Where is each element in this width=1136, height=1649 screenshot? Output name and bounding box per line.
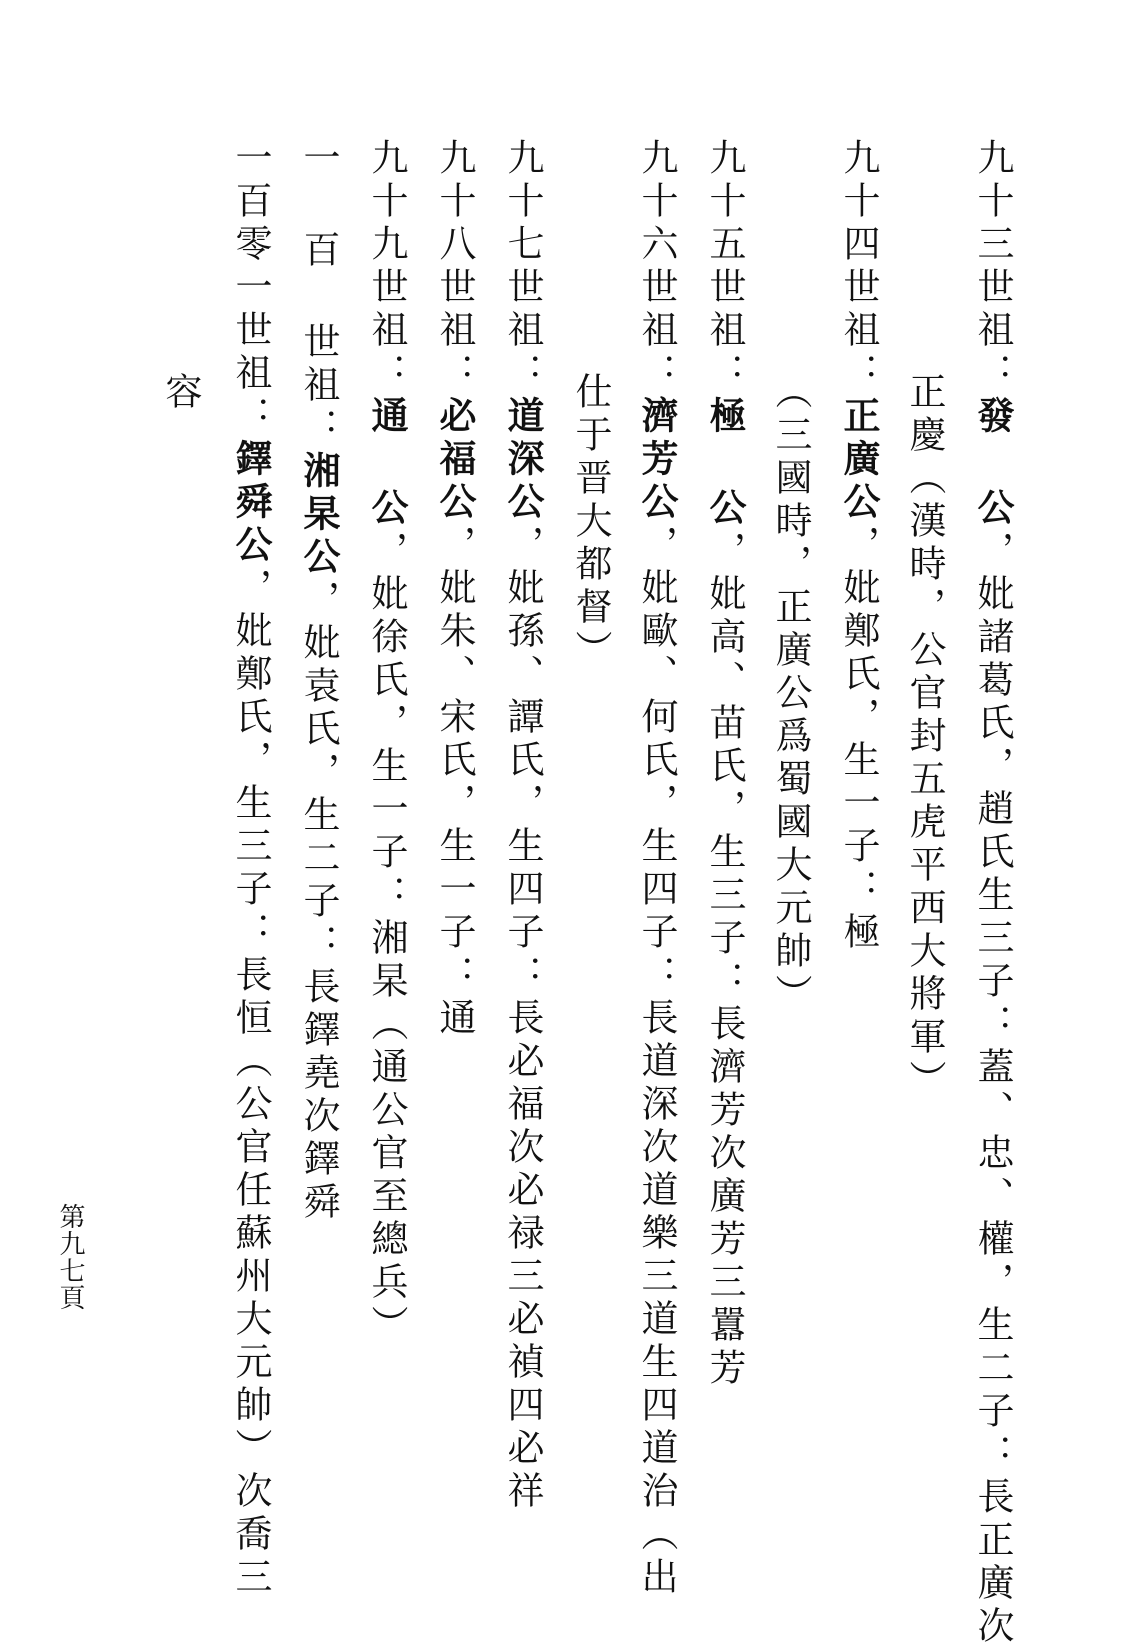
line-text: （三國時，正廣公爲蜀國大元帥） (769, 372, 812, 1017)
line-text: ，妣諸葛氏，趙氏生三子：蓋、忠、權，生二子：長正廣次 (971, 531, 1014, 1649)
genealogy-line (298, 138, 338, 1225)
generation-label: 九十六世祖： (635, 138, 678, 396)
line-text: 仕于晋大都督） (569, 372, 612, 673)
ancestor-name: 湘杲公 (297, 451, 340, 580)
generation-label: 九十四世祖： (837, 138, 880, 396)
line-text: 容 (159, 372, 202, 415)
line-text: ，妣朱、宋氏，生一子：通 (433, 525, 476, 1041)
generation-label: 九十九世祖： (365, 138, 408, 396)
ancestor-name: 發 公 (971, 396, 1014, 531)
line-text: ，妣鄭氏，生三子：長恒（公官任蘇州大元帥）次喬三 (229, 568, 272, 1600)
line-text: ，妣歐、何氏，生四子：長道深次道樂三道生四道治（出 (635, 525, 678, 1600)
generation-label: 一百零一世祖： (229, 138, 272, 439)
line-text: ，妣孫、譚氏，生四子：長必福次必禄三必禎四必祥 (501, 525, 544, 1514)
genealogy-line (636, 138, 676, 1600)
genealogy-line (434, 138, 474, 1041)
ancestor-name: 必福公 (433, 396, 476, 525)
line-text: ，妣袁氏，生二子：長鐸堯次鐸舜 (297, 580, 340, 1225)
genealogy-line (502, 138, 542, 1514)
ancestor-name: 正廣公 (837, 396, 880, 525)
genealogy-line (904, 372, 944, 1103)
line-text: ，妣鄭氏，生一子：極 (837, 525, 880, 955)
genealogy-line (160, 372, 200, 415)
ancestor-name: 鐸舜公 (229, 439, 272, 568)
generation-label: 一 百 世祖： (297, 138, 340, 451)
page-number: 第九七頁 (55, 1203, 85, 1311)
genealogy-line (972, 138, 1012, 1649)
genealogy-line (366, 138, 406, 1348)
generation-label: 九十八世祖： (433, 138, 476, 396)
ancestor-name: 道深公 (501, 396, 544, 525)
genealogy-line (704, 138, 744, 1391)
genealogy-line (770, 372, 810, 1017)
ancestor-name: 通 公 (365, 396, 408, 531)
line-text: ，妣徐氏，生一子：湘杲（通公官至總兵） (365, 531, 408, 1348)
generation-label: 九十三世祖： (971, 138, 1014, 396)
generation-label: 九十五世祖： (703, 138, 746, 396)
generation-label: 九十七世祖： (501, 138, 544, 396)
ancestor-name: 濟芳公 (635, 396, 678, 525)
genealogy-line (230, 138, 270, 1600)
line-text: 正慶（漢時，公官封五虎平西大將軍） (903, 372, 946, 1103)
line-text: ，妣高、苗氏，生三子：長濟芳次廣芳三囂芳 (703, 531, 746, 1391)
genealogy-line (838, 138, 878, 955)
ancestor-name: 極 公 (703, 396, 746, 531)
genealogy-line (570, 372, 610, 673)
